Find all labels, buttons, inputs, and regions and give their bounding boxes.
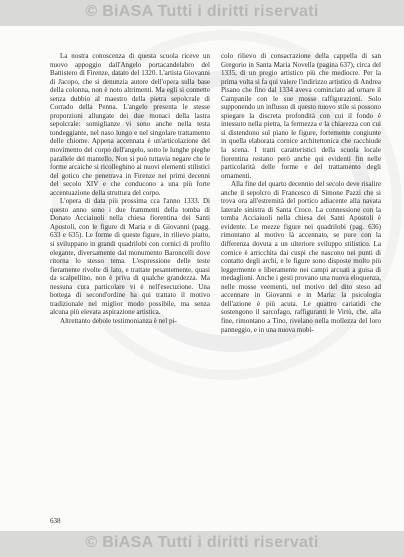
watermark-text-top: © BiASA Tutti i diritti riservati <box>85 3 319 20</box>
watermark-bar-bottom <box>0 531 404 557</box>
paragraph: L'opera di data più prossima cca l'anno 1333. Di questo anno sono i due frammenti della tomba di Donato Acciaiuoli nella chiesa fiorentina dei Santi Apostoli, con le figure di Maria e di Giovanni (pagg. 633 e 635). Le forme di queste figure, in rilievo piatto, si sviluppano in grandi quadrilobi con cornici di profilo elegante, diversamente dal monumento Baroncelli dove ritorna lo stesso tema. L'espressione delle teste fieramente rivolte di lato, e trattate pesantemente, quasi da scalpellino, non è priva di qualche grandezza. Ma nessuna cura particolare vi è nell'esecuzione. Una bottega di second'ordine ha qui trattato il motivo tradizionale nel miglior modo possibile, ma senza alcuna più elevata aspirazione artistica. <box>50 197 210 317</box>
watermark-bar-top <box>0 0 404 26</box>
watermark-text-bottom: © BiASA Tutti i diritti riservati <box>85 534 319 551</box>
paragraph: La nostra conoscenza di questa scuola riceve un nuovo appoggio dall'Angelo portacandelabro del Battistero di Firenze, datato del 1320. L'artista Giovanni di Jacopo, che si denunzia autore dell'opera sulla base della colonna, non è noto altrimenti. Ma egli si connette senza dubbio al maestro della pietra sepolcrale di Corrado della Penna. L'angelo presenta le stesse proporzioni allungate dei due monaci della lastra sepolcrale: somiglianze vi sono anche nella testa tondeggiante, nel naso lungo e nel singolare trattamento delle chiome. Appena accennata è un'articolazione del movimento del corpo dell'angelo, sotto le lunghe pieghe parallele del mantello. Non si può tuttavia negare che le forme arcaiche si ricolleghino ai nuovi elementi stilistici del gotico che penetrava in Firenze nei primi decenni del secolo XIV e che conducono a una più forte accentuazione della struttura del corpo. <box>50 52 210 197</box>
paragraph: Altrettanto debole testimonianza è nel pi- <box>60 316 177 325</box>
text-column-left <box>50 52 210 326</box>
paragraph: colo rilievo di consacrazione della cappella di san Gregorio in Santa Maria Novella (pagina 637), circa del 1335, di un pregio artistico più che mediocre. Per la prima volta si fa qui valere l'indirizzo artistico di Andrea Pisano che fino dal 1334 aveva cominciato ad ornare il Campanile con le sue mosse raffigurazioni. Solo supponendo un influsso di questo nuovo stile si possono spiegare la discreta profondità con cui il fondo è intessuto nella pietra, la fermezza e la chiarezza con cui si distendono sul piano le figure, fortemente congiunte in quella elaborata cornice architettonica che racchiude la scena. I tratti caratteristici della scuola locale fiorentina restano però anche qui evidenti fin nelle particolarità delle forme e del trattamento degli ornamenti. <box>221 52 381 180</box>
page-number: 638 <box>50 517 61 525</box>
paragraph: Alla fine del quarto decennio del secolo deve risalire anche il sepolcro di Francesco di Simone Pazzi che si trova ora all'estremità del portico adiacente alla navata laterale sinistra di Santa Croce. La connessione con la tomba Acciaiuoli nella chiesa dei Santi Apostoli è evidente. Le mezze figure nei quadrilobi (pag. 636) rimontano al motivo là accennato, se pure con la differenza dovuta a un ulteriore sviluppo stilistico. La cornice è arricchita dai cuspi che nascono nei punti di contatto degli archi, e le figure sono disposte molto più leggermente e liberamente nei campi arcuati a guisa di medaglioni. Anche i gesti provano una nuova eloquenza, nelle mosse veementi, nel motivo del dito steso ad accennare in Giovanni e in Maria: la psicologia dell'azione è più acuta. Le quattro cariatidi che sostengono il sarcofago, raffiguranti le Virtù, che, alla fine, rimontano a Tino, rivelano nella mollezza del loro panneggio, e in una nuova mobi- <box>221 180 381 334</box>
text-column-right <box>221 52 381 334</box>
